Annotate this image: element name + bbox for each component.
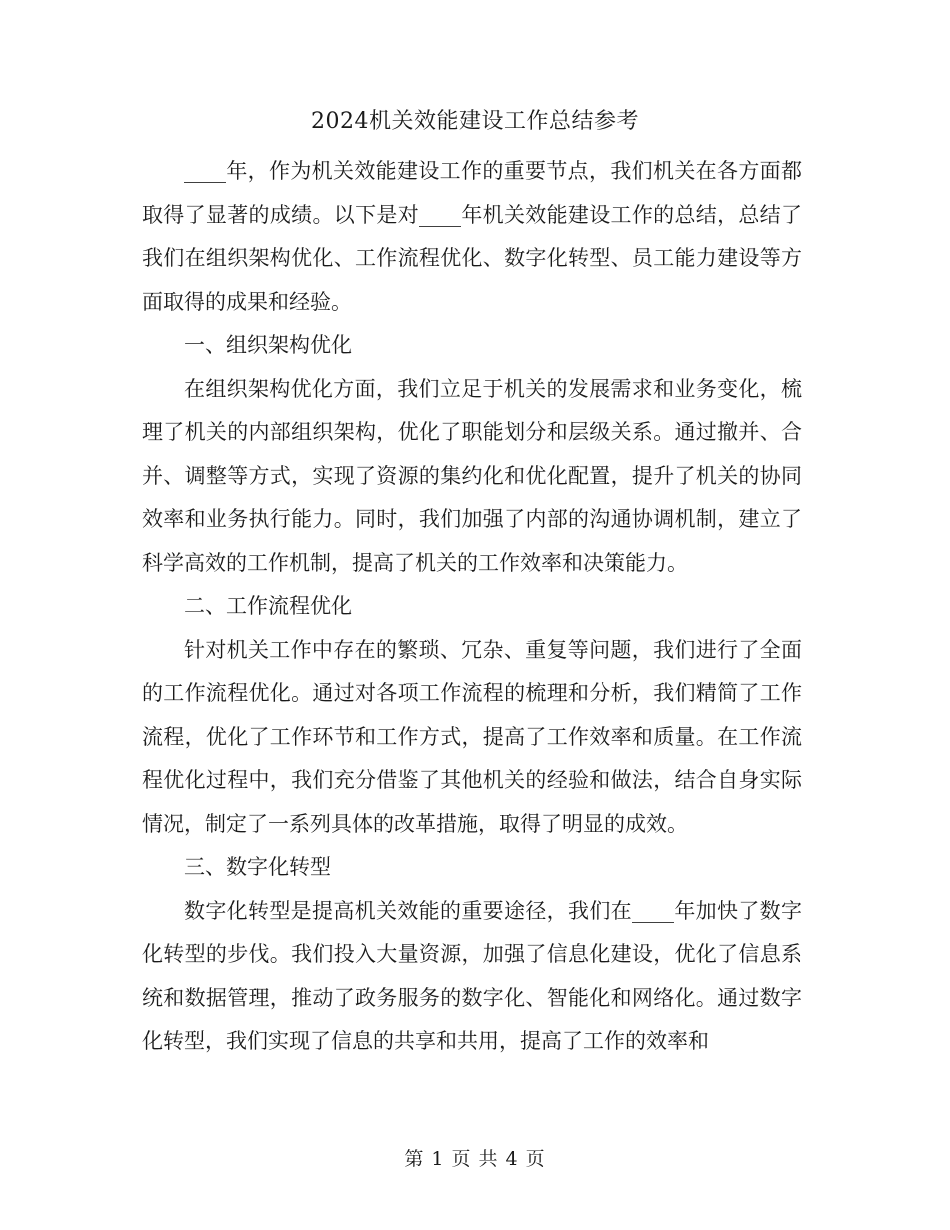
- page-number-footer: 第 1 页 共 4 页: [404, 1148, 546, 1170]
- section-heading-org-structure: 一、组织架构优化: [184, 333, 352, 357]
- workflow-paragraph: 针对机关工作中存在的繁琐、冗杂、重复等问题，我们进行了全面的工作流程优化。通过对各项工作流程的梳理和分析，我们精简了工作流程，优化了工作环节和工作方式，提高了工作效率和质量。在工作流程优化过程中，我们充分借鉴了其他机关的经验和做法，结合自身实际情况，制定了一系列具体的改革措施，取得了明显的成效。: [142, 637, 802, 836]
- document-title: 2024机关效能建设工作总结参考: [311, 109, 639, 134]
- digital-paragraph: 数字化转型是提高机关效能的重要途径，我们在____年加快了数字化转型的步伐。我们投入大量资源，加强了信息化建设，优化了信息系统和数据管理，推动了政务服务的数字化、智能化和网络化。通过数字化转型，我们实现了信息的共享和共用，提高了工作的效率和: [142, 898, 802, 1053]
- section-heading-digital: 三、数字化转型: [184, 855, 331, 879]
- document-body: [142, 150, 802, 1064]
- org-structure-paragraph: 在组织架构优化方面，我们立足于机关的发展需求和业务变化，梳理了机关的内部组织架构，优化了职能划分和层级关系。通过撤并、合并、调整等方式，实现了资源的集约化和优化配置，提升了机关的协同效率和业务执行能力。同时，我们加强了内部的沟通协调机制，建立了科学高效的工作机制，提高了机关的工作效率和决策能力。: [142, 376, 802, 575]
- intro-paragraph: ____年，作为机关效能建设工作的重要节点，我们机关在各方面都取得了显著的成绩。以下是对____年机关效能建设工作的总结，总结了我们在组织架构优化、工作流程优化、数字化转型、员工能力建设等方面取得的成果和经验。: [142, 159, 802, 314]
- section-heading-workflow: 二、工作流程优化: [184, 594, 352, 618]
